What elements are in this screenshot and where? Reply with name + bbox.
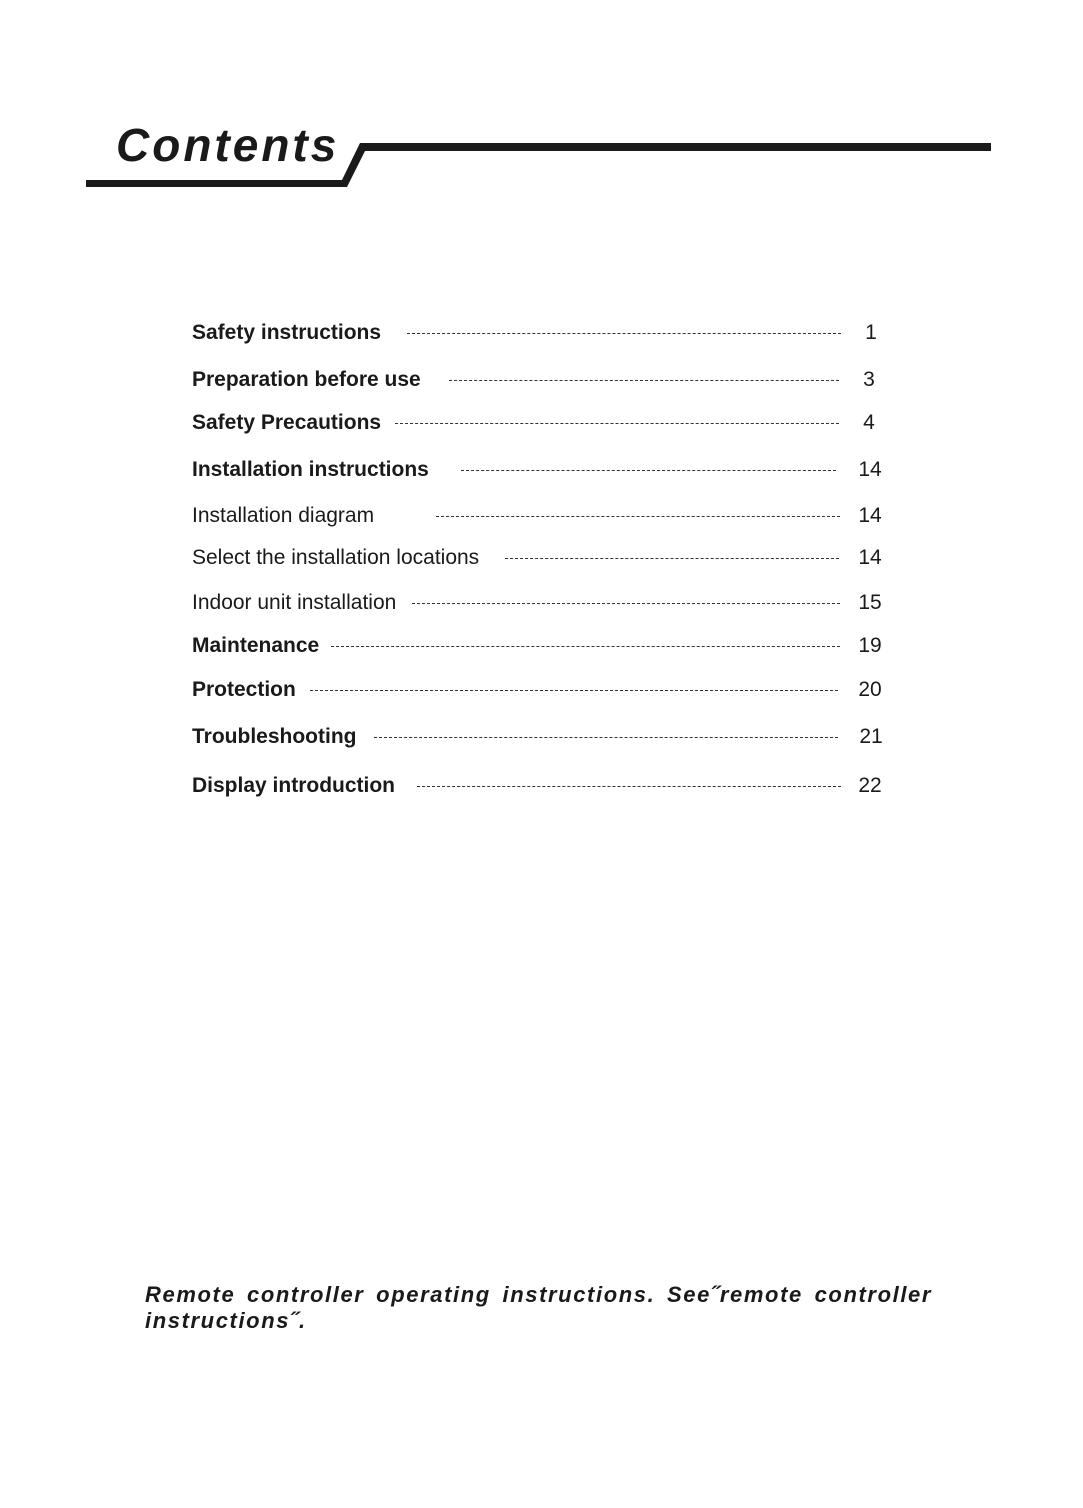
toc-label: Select the installation locations — [192, 546, 480, 569]
toc-label: Installation instructions — [192, 458, 429, 481]
toc-row-preparation-before-use[interactable] — [192, 365, 882, 395]
toc-leader — [412, 603, 840, 604]
toc-leader — [417, 786, 841, 787]
toc-page-number: 1 — [865, 321, 877, 344]
toc-label: Safety instructions — [192, 321, 382, 344]
toc-row-indoor-unit-installation[interactable] — [192, 588, 882, 618]
toc-row-display-introduction[interactable] — [192, 771, 882, 801]
toc-row-select-installation-locations[interactable] — [192, 543, 882, 573]
toc-label: Safety Precautions — [192, 411, 382, 434]
toc-leader — [505, 558, 839, 559]
toc-label: Installation diagram — [192, 504, 375, 527]
toc-label: Troubleshooting — [192, 725, 357, 748]
toc-row-troubleshooting[interactable] — [192, 722, 882, 752]
toc-leader — [374, 737, 838, 738]
toc-page-number: 14 — [858, 458, 882, 481]
toc-label: Preparation before use — [192, 368, 421, 391]
toc-row-protection[interactable] — [192, 675, 882, 705]
toc-leader — [310, 690, 838, 691]
toc-label: Display introduction — [192, 774, 396, 797]
toc-label: Protection — [192, 678, 296, 701]
toc-row-installation-instructions[interactable] — [192, 455, 882, 485]
toc-page-number: 14 — [858, 504, 882, 527]
toc-label: Maintenance — [192, 634, 320, 657]
toc-row-maintenance[interactable] — [192, 631, 882, 661]
toc-page-number: 22 — [858, 774, 882, 797]
toc-page-number: 20 — [858, 678, 882, 701]
toc-row-safety-precautions[interactable] — [192, 408, 882, 438]
toc-row-installation-diagram[interactable] — [192, 501, 882, 531]
toc-page-number: 19 — [858, 634, 882, 657]
toc-leader — [449, 380, 839, 381]
toc-leader — [395, 423, 839, 424]
toc-page-number: 14 — [858, 546, 882, 569]
toc-page-number: 4 — [863, 411, 875, 434]
toc-leader — [436, 516, 840, 517]
toc-label: Indoor unit installation — [192, 591, 397, 614]
toc-leader — [461, 470, 836, 471]
toc-leader — [331, 646, 840, 647]
toc-page-number: 15 — [858, 591, 882, 614]
toc-page-number: 3 — [863, 368, 875, 391]
page-title: Contents — [116, 119, 340, 171]
toc-page-number: 21 — [859, 725, 883, 748]
remote-controller-note: Remote controller operating instructions. See˝remote controller instructions˝. — [145, 1282, 933, 1333]
toc-row-safety-instructions[interactable] — [192, 318, 882, 348]
toc-leader — [407, 333, 841, 334]
